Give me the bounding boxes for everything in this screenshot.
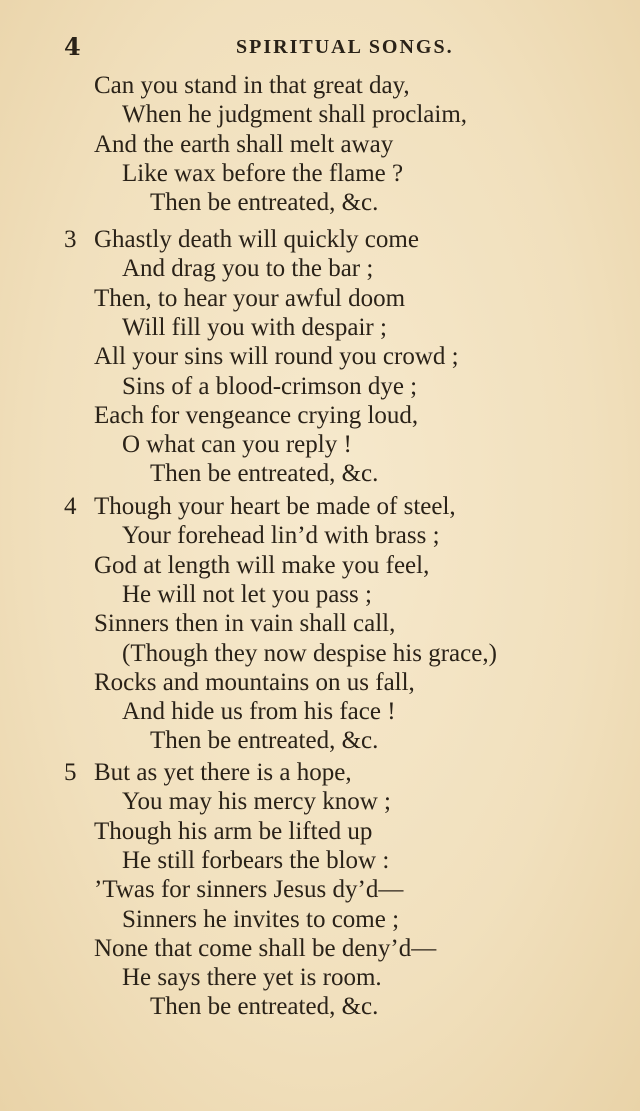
verse-line: Then be entreated, &c.: [150, 993, 379, 1020]
verse-line: You may his mercy know ;: [122, 788, 391, 815]
verse-line: When he judgment shall proclaim,: [122, 101, 468, 128]
verse-line: (Though they now despise his grace,): [122, 640, 497, 667]
verse-line: Though his arm be lifted up: [94, 818, 373, 845]
verse-line: Then be entreated, &c.: [150, 460, 379, 487]
page-number: 4: [64, 32, 81, 61]
verse-line: Then be entreated, &c.: [150, 727, 379, 754]
page-header: [0, 32, 640, 62]
verse-line: He still forbears the blow :: [122, 847, 390, 874]
verse-line: And the earth shall melt away: [94, 131, 394, 158]
verse-line: Each for vengeance crying loud,: [94, 402, 419, 429]
verse-line: But as yet there is a hope,: [94, 759, 352, 786]
verse-line: And drag you to the bar ;: [122, 255, 374, 282]
verse-line: Can you stand in that great day,: [94, 72, 410, 99]
verse-line: And hide us from his face !: [122, 698, 396, 725]
verse-line: Your forehead lin’d with brass ;: [122, 522, 440, 549]
verse-line: Ghastly death will quickly come: [94, 226, 419, 253]
verse-line: All your sins will round you crowd ;: [94, 343, 459, 370]
verse-number: 5: [64, 759, 77, 786]
verse-line: O what can you reply !: [122, 431, 352, 458]
verse-line: Sinners then in vain shall call,: [94, 610, 396, 637]
verse-line: God at length will make you feel,: [94, 552, 430, 579]
verse-line: Will fill you with despair ;: [122, 314, 387, 341]
verse-number: 3: [64, 226, 77, 253]
verse-line: Rocks and mountains on us fall,: [94, 669, 415, 696]
verse-line: Sins of a blood-crimson dye ;: [122, 373, 418, 400]
verse-line: Sinners he invites to come ;: [122, 906, 400, 933]
verse-line: None that come shall be deny’d—: [94, 935, 437, 962]
running-title: SPIRITUAL SONGS.: [236, 36, 454, 58]
verse-number: 4: [64, 493, 77, 520]
verse-line: Then, to hear your awful doom: [94, 285, 406, 312]
verse-line: He will not let you pass ;: [122, 581, 372, 608]
verse-line: Like wax before the flame ?: [122, 160, 404, 187]
verse-line: He says there yet is room.: [122, 964, 382, 991]
verse-line: Though your heart be made of steel,: [94, 493, 456, 520]
verse-line: Then be entreated, &c.: [150, 189, 379, 216]
verse-line: ’Twas for sinners Jesus dy’d—: [94, 876, 404, 903]
